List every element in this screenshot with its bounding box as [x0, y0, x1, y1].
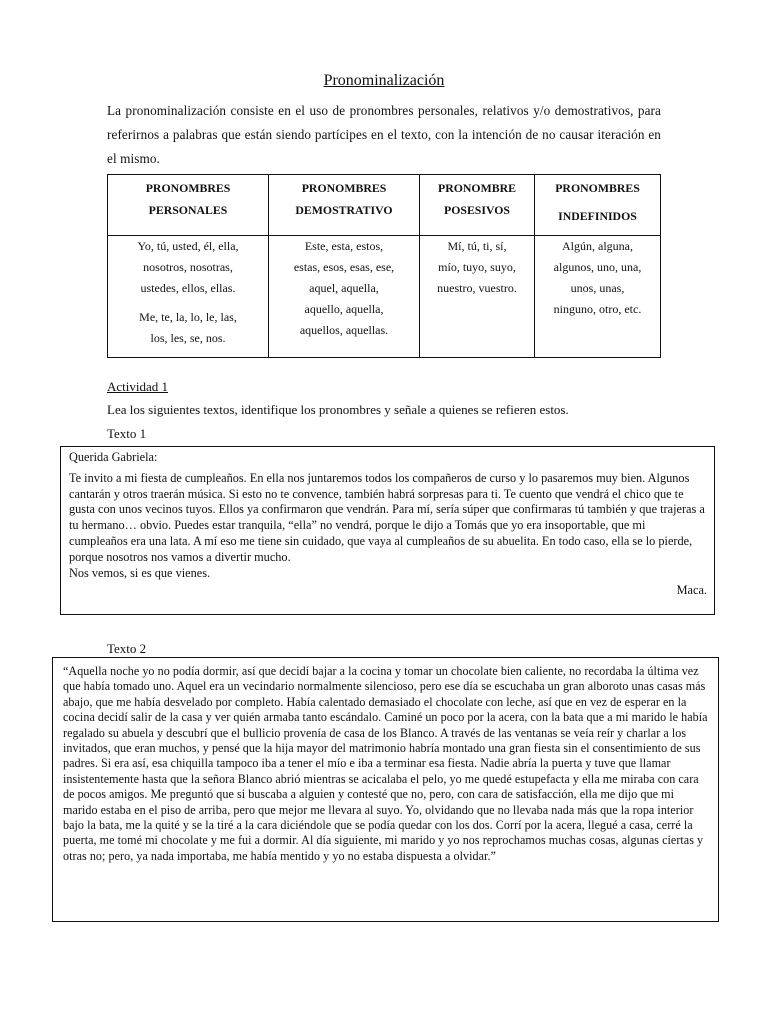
header-line: PRONOMBRES — [301, 181, 387, 195]
cell-line: aquello, aquella, — [304, 302, 384, 316]
cell-line: los, les, se, nos. — [150, 331, 226, 345]
letter-greeting: Querida Gabriela: — [69, 450, 158, 464]
story-body: “Aquella noche yo no podía dormir, así que decidí bajar a la cocina y tomar un chocolate bien caliente, no recordaba la última vez que había tomado uno. Aquel era un vecindario normalmente silencioso, pero ese día se escuchaba un gran alboroto unas casas más abajo, que me había desvelado por completo. Había calentado demasiado el chocolate con leche, así que en vez de esperar en la cocina decidí salir de la casa y ver quién armaba tanto escándalo. Caminé un poco por la acera, con la bata que a mi marido le había regalado su abuela y descubrí que el bullicio provenía de casa de los Blanco. A través de las ventanas se veía reír y charlar a los invitados, que eran muchos, y pensé que la hija mayor del matrimonio habría montado una gran fiesta sin el consentimiento de sus padres. Si era así, esa chiquilla tampoco iba a tener el mío e iba a terminar esa fiesta. Nadie abría la puerta y tuve que llamar insistentemente hasta que la señora Blanco abrió mientras se acicalaba el pelo, yo me quedé estupefacta y ella me miraba con cara de pocos amigos. Me preguntó que si buscaba a alguien y contesté que no, pero, con cara de satisfacción, ella me dijo que mi marido estaba en el piso de arriba, pero que mejor me llevara al suyo. Yo, olvidando que no llevaba nada más que la ropa interior bajo la bata, me la quité y se la tiré a la cara diciéndole que se podía quedar con los dos. Corrí por la acera, llegué a casa, cerré la puerta, me tomé mi chocolate y me fui a dormir. Al día siguiente, mi marido y yo nos reprochamos muchas cosas, algunas ciertas y otras no; pero, ya nada importaba, me había mentido y yo no estaba dispuesta a olvidar.” — [63, 664, 708, 863]
table-body-row — [108, 236, 661, 358]
header-line: PERSONALES — [148, 203, 228, 217]
header-personales — [108, 175, 269, 236]
header-line: POSESIVOS — [444, 203, 510, 217]
cell-line: nosotros, nosotras, — [143, 260, 233, 274]
cell-line: Algún, alguna, — [562, 239, 633, 253]
cell-line: aquel, aquella, — [309, 281, 379, 295]
texto2-box — [52, 657, 719, 922]
cell-line: ninguno, otro, etc. — [553, 302, 642, 316]
cell-demostrativo — [269, 236, 420, 358]
cell-line: estas, esos, esas, ese, — [293, 260, 395, 274]
cell-line: unos, unas, — [570, 281, 625, 295]
letter-signature: Maca. — [676, 583, 707, 598]
table-header-row — [108, 175, 661, 236]
header-posesivos — [420, 175, 535, 236]
letter-body: Te invito a mi fiesta de cumpleaños. En ella nos juntaremos todos los compañeros de curso y lo pasaremos muy bien. Algunos cantarán y otros traerán música. Si esto no te convence, también habrá sorpresas para ti. Te cuento que vendrá el chico que te gusta con unos vecinos tuyos. Ellos ya confirmaron que vendrán. Para mí, sería súper que confirmaras tú también y que trajeras a tu hermano… obvio. Puedes estar tranquila, “ella” no vendrá, porque le dijo a Tomás que yo era insoportable, que mi cumpleaños era una lata. A mí eso me tiene sin cuidado, que vaya al cumpleaños de su abuelita. En todo caso, ella se lo pierde, porque nosotros nos vamos a divertir mucho. — [69, 470, 705, 564]
cell-posesivos — [420, 236, 535, 358]
texto1-label: Texto 1 — [107, 426, 147, 441]
intro-paragraph: La pronominalización consiste en el uso de pronombres personales, relativos y/o demostrativos, para referirnos a palabras que están siendo partícipes en el texto, con la intención de no causar iteración en el mismo. — [107, 103, 661, 166]
cell-personales — [108, 236, 269, 358]
cell-line: nuestro, vuestro. — [437, 281, 517, 295]
cell-line: ustedes, ellos, ellas. — [140, 281, 236, 295]
activity-instruction: Lea los siguientes textos, identifique los pronombres y señale a quienes se refieren estos. — [107, 402, 569, 417]
header-line: DEMOSTRATIVO — [295, 203, 393, 217]
cell-line: algunos, uno, una, — [553, 260, 642, 274]
header-line: INDEFINIDOS — [558, 209, 637, 223]
texto1-box — [60, 446, 715, 615]
texto2-label: Texto 2 — [107, 641, 147, 656]
cell-line: aquellos, aquellas. — [299, 323, 389, 337]
header-line: PRONOMBRE — [438, 181, 516, 195]
header-line: PRONOMBRES — [145, 181, 231, 195]
cell-line: Me, te, la, lo, le, las, — [139, 310, 237, 324]
cell-line: Yo, tú, usted, él, ella, — [137, 239, 239, 253]
cell-indefinidos — [535, 236, 661, 358]
cell-line: Este, esta, estos, — [304, 239, 384, 253]
page-title: Pronominalización — [323, 72, 445, 89]
header-line: PRONOMBRES — [555, 181, 640, 195]
header-indefinidos — [535, 175, 661, 236]
cell-line: mío, tuyo, suyo, — [438, 260, 516, 274]
letter-closing: Nos vemos, si es que vienes. — [69, 565, 211, 580]
header-demostrativo — [269, 175, 420, 236]
cell-line: Mí, tú, ti, sí, — [447, 239, 507, 253]
pronouns-table — [107, 174, 661, 358]
activity-title: Actividad 1 — [107, 379, 169, 394]
